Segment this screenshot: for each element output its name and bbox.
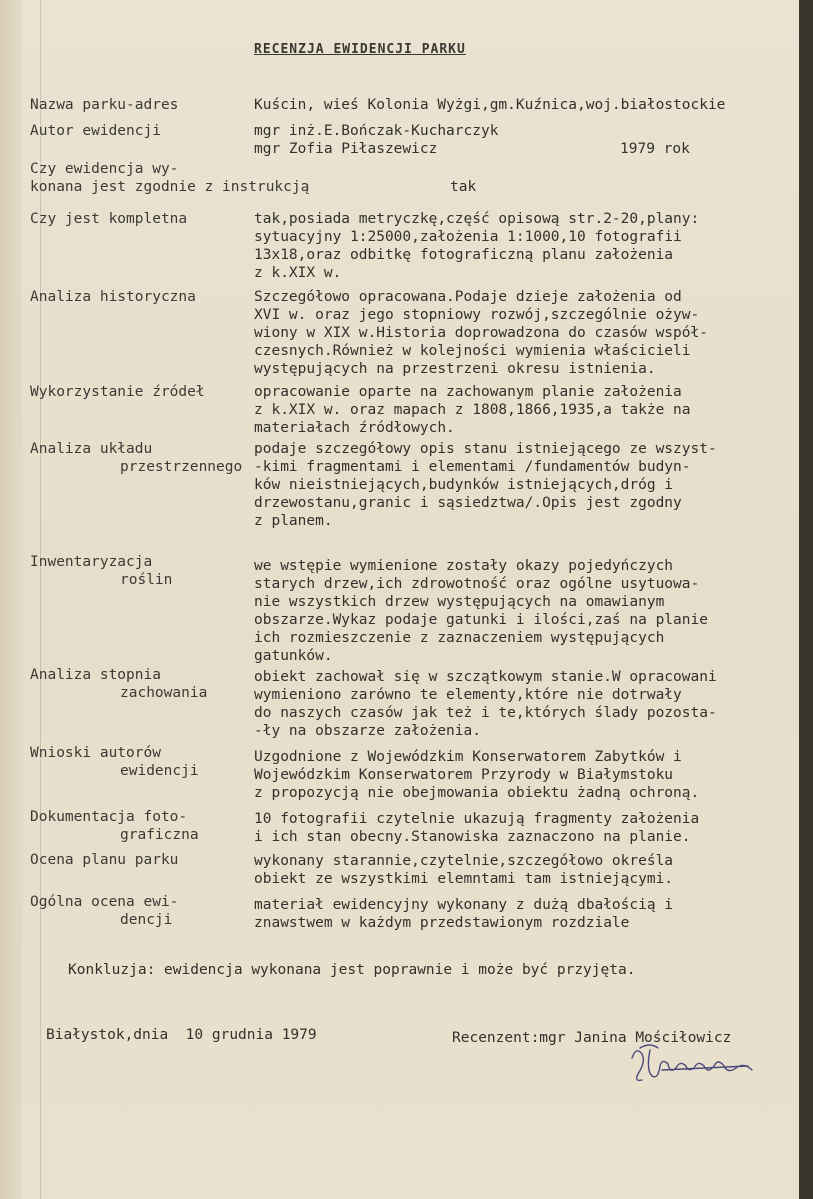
- field-value: [450, 178, 476, 196]
- field-value-line: z k.XIX w.: [254, 265, 342, 281]
- field-value-line: podaje szczegółowy opis stanu istniejącego ze wszyst-: [254, 441, 717, 457]
- field-label-line: zachowania: [120, 685, 208, 701]
- field-value: [254, 748, 699, 802]
- field-label-line: Wnioski autorów: [30, 745, 161, 761]
- field-label: [30, 122, 161, 140]
- field-value-line: 13x18,oraz odbitkę fotograficzną planu założenia: [254, 247, 674, 263]
- field-label: [30, 440, 242, 476]
- signature-drawing: [628, 1040, 768, 1090]
- document-title: RECENZJA EWIDENCJI PARKU: [254, 42, 466, 57]
- field-value-line: wykonany starannie,czytelnie,szczegółowo określa: [254, 853, 674, 869]
- field-label: [30, 851, 178, 869]
- field-value-line: z propozycją nie obejmowania obiektu żadną ochroną.: [254, 785, 700, 801]
- field-label: [30, 383, 205, 401]
- paper-left-edge: [0, 0, 22, 1199]
- field-value: [254, 122, 498, 158]
- field-label-line: Dokumentacja foto-: [30, 809, 188, 825]
- field-value-line: opracowanie oparte na zachowanym planie założenia: [254, 384, 682, 400]
- field-value-line: gatunków.: [254, 648, 333, 664]
- field-value-line: Wojewódzkim Konserwatorem Przyrody w Białymstoku: [254, 767, 674, 783]
- field-label-line: Wykorzystanie źródeł: [30, 384, 205, 400]
- field-value: [254, 557, 708, 665]
- field-label-line: Czy jest kompletna: [30, 211, 188, 227]
- field-value-line: znawstwem w każdym przedstawionym rozdziale: [254, 915, 630, 931]
- field-value: [254, 210, 699, 282]
- field-value-line: tak: [450, 179, 477, 195]
- field-value: [254, 440, 717, 530]
- field-label-line: Analiza stopnia: [30, 667, 161, 683]
- field-value-line: starych drzew,ich zdrowotność oraz ogólne usytuowa-: [254, 576, 700, 592]
- field-value-line: mgr inż.E.Bończak-Kucharczyk: [254, 123, 499, 139]
- field-label: [30, 160, 309, 196]
- field-value-line: czesnych.Również w kolejności wymienia właścicieli: [254, 343, 691, 359]
- field-value-line: obszarze.Wykaz podaje gatunki i ilości,zaś na planie: [254, 612, 708, 628]
- field-label-line: dencji: [120, 912, 173, 928]
- field-value: [254, 288, 708, 378]
- field-label: [30, 808, 199, 844]
- field-value-line: Szczegółowo opracowana.Podaje dzieje założenia od: [254, 289, 682, 305]
- field-value-line: do naszych czasów jak też i te,których ślady pozosta-: [254, 705, 717, 721]
- field-value-line: -kimi fragmentami i elementami /fundamentów budyn-: [254, 459, 691, 475]
- field-value-line: tak,posiada metryczkę,część opisową str.2-20,plany:: [254, 211, 700, 227]
- field-value-line: z planem.: [254, 513, 333, 529]
- field-label: [30, 210, 187, 228]
- field-value-line: drzewostanu,granic i sąsiedztwa/.Opis jest zgodny: [254, 495, 682, 511]
- field-value-line: wiony w XIX w.Historia doprowadzona do czasów współ-: [254, 325, 708, 341]
- field-label-line: Analiza historyczna: [30, 289, 196, 305]
- field-value-line: z k.XIX w. oraz mapach z 1808,1866,1935,a także na: [254, 402, 691, 418]
- handwritten-signature: [628, 1040, 768, 1094]
- field-label: [30, 666, 207, 702]
- conclusion: Konkluzja: ewidencja wykonana jest poprawnie i może być przyjęta.: [68, 962, 636, 978]
- field-value: [254, 896, 673, 932]
- field-label-line: Analiza układu: [30, 441, 153, 457]
- field-label-line: przestrzennego: [120, 459, 243, 475]
- field-value-line: obiekt ze wszystkimi elemntami tam istniejącymi.: [254, 871, 674, 887]
- field-value-line: -ły na obszarze założenia.: [254, 723, 481, 739]
- field-value-line: i ich stan obecny.Stanowiska zaznaczono na planie.: [254, 829, 691, 845]
- field-label: [30, 744, 199, 780]
- field-label-line: Ocena planu parku: [30, 852, 179, 868]
- field-value: [254, 96, 725, 114]
- field-label: [30, 96, 178, 114]
- field-label: [30, 893, 178, 929]
- field-label-line: roślin: [120, 572, 173, 588]
- field-value-line: XVI w. oraz jego stopniowy rozwój,szczególnie ożyw-: [254, 307, 700, 323]
- evidence-year: 1979 rok: [620, 141, 690, 157]
- field-value-line: występujących na przestrzeni okresu istnienia.: [254, 361, 656, 377]
- field-value-line: we wstępie wymienione zostały okazy pojedyńczych: [254, 558, 674, 574]
- field-value-line: ków nieistniejących,budynków istniejących,dróg i: [254, 477, 674, 493]
- field-label-line: Nazwa parku-adres: [30, 97, 179, 113]
- field-value-line: Uzgodnione z Wojewódzkim Konserwatorem Zabytków i: [254, 749, 682, 765]
- field-value: [254, 668, 717, 740]
- field-value: [254, 810, 699, 846]
- field-value-line: materiał ewidencyjny wykonany z dużą dbałością i: [254, 897, 674, 913]
- field-value: [254, 383, 691, 437]
- reviewer: Recenzent:mgr Janina Mościłowicz: [452, 1030, 732, 1046]
- field-value-line: materiałach źródłowych.: [254, 420, 455, 436]
- field-value-line: obiekt zachował się w szczątkowym stanie.W opracowani: [254, 669, 717, 685]
- field-value-line: sytuacyjny 1:25000,założenia 1:1000,10 fotografii: [254, 229, 682, 245]
- field-label-line: Czy ewidencja wy-: [30, 161, 179, 177]
- field-label-line: Ogólna ocena ewi-: [30, 894, 179, 910]
- field-label-line: konana jest zgodnie z instrukcją: [30, 179, 310, 195]
- scan-right-border: [799, 0, 813, 1199]
- field-value: [254, 852, 673, 888]
- field-value-line: mgr Zofia Piłaszewicz: [254, 141, 438, 157]
- field-label-line: Autor ewidencji: [30, 123, 161, 139]
- field-value-line: Kuścin, wieś Kolonia Wyżgi,gm.Kuźnica,woj.białostockie: [254, 97, 726, 113]
- field-label-line: ewidencji: [120, 763, 199, 779]
- field-value-line: 10 fotografii czytelnie ukazują fragmenty założenia: [254, 811, 700, 827]
- field-label: [30, 288, 196, 306]
- field-label-line: graficzna: [120, 827, 199, 843]
- field-value-line: nie wszystkich drzew występujących na omawianym: [254, 594, 665, 610]
- field-label: [30, 553, 172, 589]
- field-label-line: Inwentaryzacja: [30, 554, 153, 570]
- field-value-line: ich rozmieszczenie z zaznaczeniem występujących: [254, 630, 665, 646]
- field-value-line: wymieniono zarówno te elementy,które nie dotrwały: [254, 687, 682, 703]
- place-and-date: Białystok,dnia 10 grudnia 1979: [46, 1027, 317, 1043]
